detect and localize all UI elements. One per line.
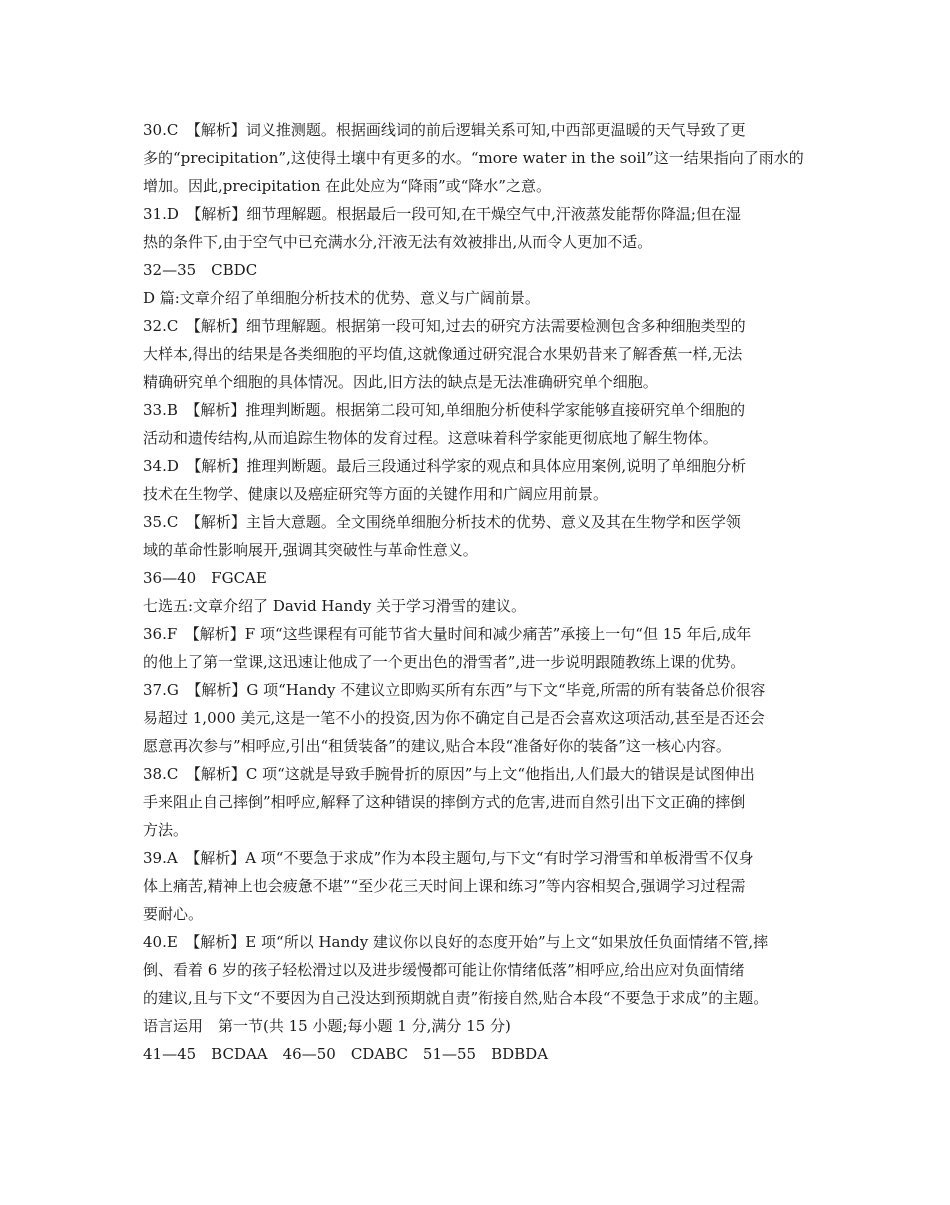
text-line: 36.F 【解析】F 项“这些课程有可能节省大量时间和减少痛苦”承接上一句“但 15 年后,成年 <box>143 625 752 643</box>
text-line: 33.B 【解析】推理判断题。根据第二段可知,单细胞分析使科学家能够直接研究单个细胞的 <box>143 401 746 419</box>
text-line: 大样本,得出的结果是各类细胞的平均值,这就像通过研究混合水果奶昔来了解香蕉一样,无法 <box>143 345 743 363</box>
answer-key-line: 41—45 BCDAA 46—50 CDABC 51—55 BDBDA <box>143 1045 549 1063</box>
text-line: 37.G 【解析】G 项“Handy 不建议立即购买所有东西”与下文“毕竟,所需的所有装备总价很容 <box>143 681 766 699</box>
text-line: 热的条件下,由于空气中已充满水分,汗液无法有效被排出,从而令人更加不适。 <box>143 233 653 251</box>
text-line: 体上痛苦,精神上也会疲惫不堪”“至少花三天时间上课和练习”等内容相契合,强调学习过程需 <box>143 877 746 895</box>
text-line: 手来阻止自己摔倒”相呼应,解释了这种错误的摔倒方式的危害,进而自然引出下文正确的摔倒 <box>143 793 746 811</box>
passage-summary: D 篇:文章介绍了单细胞分析技术的优势、意义与广阔前景。 <box>143 289 540 307</box>
passage-summary: 七选五:文章介绍了 David Handy 关于学习滑雪的建议。 <box>143 597 526 615</box>
text-line: 方法。 <box>143 821 189 839</box>
answer-explanation-text <box>143 116 833 1068</box>
text-line: 38.C 【解析】C 项“这就是导致手腕骨折的原因”与上文“他指出,人们最大的错误是试图伸出 <box>143 765 755 783</box>
answer-key-line: 32—35 CBDC <box>143 261 258 279</box>
text-line: 40.E 【解析】E 项“所以 Handy 建议你以良好的态度开始”与上文“如果放任负面情绪不管,摔 <box>143 933 769 951</box>
text-line: 的他上了第一堂课,这迅速让他成了一个更出色的滑雪者”,进一步说明跟随教练上课的优势。 <box>143 653 746 671</box>
text-line: 31.D 【解析】细节理解题。根据最后一段可知,在干燥空气中,汗液蒸发能帮你降温;但在湿 <box>143 205 741 223</box>
text-line: 域的革命性影响展开,强调其突破性与革命性意义。 <box>143 541 478 559</box>
text-line: 易超过 1,000 美元,这是一笔不小的投资,因为你不确定自己是否会喜欢这项活动,甚至是否还会 <box>143 709 765 727</box>
text-line: 活动和遗传结构,从而追踪生物体的发育过程。这意味着科学家能更彻底地了解生物体。 <box>143 429 718 447</box>
text-line: 增加。因此,precipitation 在此处应为“降雨”或“降水”之意。 <box>143 177 551 195</box>
text-line: 39.A 【解析】A 项“不要急于求成”作为本段主题句,与下文“有时学习滑雪和单板滑雪不仅身 <box>143 849 754 867</box>
text-line: 技术在生物学、健康以及癌症研究等方面的关键作用和广阔应用前景。 <box>143 485 609 503</box>
text-line: 要耐心。 <box>143 905 204 923</box>
text-line: 32.C 【解析】细节理解题。根据第一段可知,过去的研究方法需要检测包含多种细胞类型的 <box>143 317 746 335</box>
text-line: 精确研究单个细胞的具体情况。因此,旧方法的缺点是无法准确研究单个细胞。 <box>143 373 658 391</box>
text-line: 30.C 【解析】词义推测题。根据画线词的前后逻辑关系可知,中西部更温暖的天气导致了更 <box>143 121 746 139</box>
text-line: 35.C 【解析】主旨大意题。全文围绕单细胞分析技术的优势、意义及其在生物学和医学领 <box>143 513 741 531</box>
text-line: 的建议,且与下文“不要因为自己没达到预期就自责”衔接自然,贴合本段“不要急于求成”的主题。 <box>143 989 769 1007</box>
text-line: 34.D 【解析】推理判断题。最后三段通过科学家的观点和具体应用案例,说明了单细胞分析 <box>143 457 747 475</box>
text-line: 多的“precipitation”,这使得土壤中有更多的水。“more water in the soil”这一结果指向了雨水的 <box>143 149 804 167</box>
text-line: 愿意再次参与”相呼应,引出“租赁装备”的建议,贴合本段“准备好你的装备”这一核心内容。 <box>143 737 731 755</box>
answer-key-line: 36—40 FGCAE <box>143 569 267 587</box>
text-line: 倒、看着 6 岁的孩子轻松滑过以及进步缓慢都可能让你情绪低落”相呼应,给出应对负面情绪 <box>143 961 745 979</box>
section-heading: 语言运用 第一节(共 15 小题;每小题 1 分,满分 15 分) <box>143 1017 511 1035</box>
